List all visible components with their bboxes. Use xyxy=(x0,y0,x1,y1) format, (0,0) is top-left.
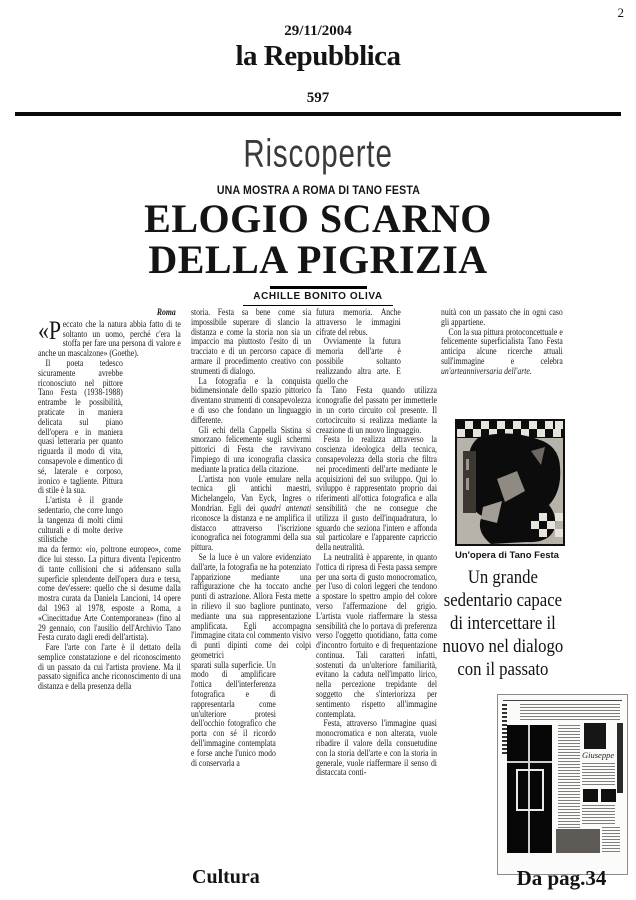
article-paragraph: sparati sulla superficie. Un modo di amplificare l'ottica dell'interferenza fotografica e di rappresentarla come un'ulteriore protesi dell'occhio fotografico che porta con sé il ricordo dell'immagine contemplata e forse anche l'unico modo di conservarla a xyxy=(191,659,276,768)
body-column-3 xyxy=(316,308,437,778)
article-paragraph: Il poeta tedesco sicuramente avrebbe riconosciuto nel pittore Tano Festa (1938-1988) entrambe le possibilità, praticate in maniera delicata sul piano dell'opera e in maniera quasi letteraria per quanto riguarda il modo di vita, consapevole e dimentico di sé, laterale e corposo, ironico e tagliente. Pittura di stile è la sua. xyxy=(38,357,123,496)
article-paragraph: nuità con un passato che in ogni caso gli appartiene. xyxy=(441,307,563,327)
minipage-photo-top-right xyxy=(584,723,606,749)
pull-quote-line: di intercettare il xyxy=(449,613,556,634)
article-headline xyxy=(0,198,636,280)
original-page-thumbnail-image xyxy=(497,694,628,875)
italic-phrase: un'arteanniversaria dell'arte. xyxy=(441,365,532,376)
article-paragraph: futura memoria. Anche attraverso le immagini cifrate del rebus. xyxy=(316,307,401,337)
byline-block xyxy=(0,286,636,306)
artwork-caption: Un'opera di Tano Festa xyxy=(455,550,559,561)
body-column-2 xyxy=(191,308,311,768)
section-label: Cultura xyxy=(192,866,260,888)
minipage-photo-small-1 xyxy=(583,789,598,802)
paragraph-text: riconosce la distanza e ne amplifica il distacco attraverso l'iscrizione iconografica nei fotogrammi della sua pittura. xyxy=(191,512,312,553)
kicker: UNA MOSTRA A ROMA DI TANO FESTA xyxy=(216,183,420,197)
article-paragraph xyxy=(191,475,311,553)
issue-date: 29/11/2004 xyxy=(284,23,352,39)
minipage-photo-bottom xyxy=(556,829,600,853)
minipage-text-block xyxy=(582,805,615,825)
byline-rule xyxy=(243,305,393,306)
byline: ACHILLE BONITO OLIVA xyxy=(253,291,383,302)
pull-quote-line: nuovo nel dialogo xyxy=(442,636,564,657)
drop-cap: «P xyxy=(38,315,62,345)
article-paragraph: La neutralità è apparente, in quanto l'ottica di ripresa di Festa passa sempre per una sorta di gusto monocromatico, per l'uso di colori leggeri che tendono a spostare lo spettro ampio del colore verso l'affermazione del grigio. L'artista vuole riaffermare la stessa sensibilità che lo portava di preferenza verso l'oggetto quotidiano, fatta come d'incontro fortuito e di frequentazione continua. Tali caratteri infatti, sostenuti da un'ulteriore familiarità, evitano la caduta nell'impatto lirico, nella percezione trepidante del soggetto che s'interiorizza per sentimento rispetto all'immagine contemplata. xyxy=(316,551,437,719)
newspaper-masthead: la Repubblica xyxy=(235,40,401,72)
pull-quote-line: con il passato xyxy=(457,659,549,680)
minipage-black-artwork xyxy=(507,725,552,853)
article-paragraph: Ovviamente la futura memoria dell'arte è possibile soltanto realizzando altra arte. E quello che xyxy=(316,336,401,386)
pull-quote-line: Un grande xyxy=(467,567,538,588)
minipage-photo-small-2 xyxy=(601,789,616,802)
minipage-text-block xyxy=(602,827,620,853)
article-paragraph: Fare l'arte con l'arte è il dettato della semplice constatazione e del riconoscimento di un passato da cui l'artista proviene. Ma il passato significa anche riconoscimento di una distanza e della presenza della xyxy=(38,642,181,692)
article-paragraph: Se la luce è un valore evidenziato dall'arte, la fotografia ne ha potenziato l'apparizione mediante una raffigurazione che ha toccato anche punti di astrazione. Allora Festa mette in rilievo il suo bagliore puntinato, mediante una sua rappresentazione amplificata. Egli accompagna l'immagine citata col commento visivo di punti dipinti come dei colpi geometrici xyxy=(191,551,312,660)
article-paragraph: Festa lo realizza attraverso la coscienza ideologica della tecnica, consapevolezza della storia che filtra nei procedimenti dell'arte mediante le acquisizioni del suo sviluppo. Qui lo sviluppo è rappresentato proprio dai riferimenti all'ottica fotografica e alla sensibilità che ne consegue che utilizza il gusto dell'inquadratura, lo sguardo che seziona l'intero e affonda sul particolare e l'apparente capriccio della neutralità. xyxy=(316,434,437,553)
headline-line-1: ELOGIO SCARNO xyxy=(144,196,492,241)
body-column-1 xyxy=(38,308,181,692)
header-rule xyxy=(15,112,621,116)
paragraph-text: Con la sua pittura protoconcettuale e felicemente superficialista Tano Festa anticipa alcune ricerche attuali sull'immagine e celebra xyxy=(441,326,563,366)
tano-festa-artwork-image xyxy=(455,419,565,546)
source-page-reference: Da pag.34 xyxy=(516,866,607,890)
article-paragraph xyxy=(441,328,563,377)
body-column-4 xyxy=(441,308,563,377)
article-paragraph: Gli echi della Cappella Sistina si smorzano felicemente sugli schermi pittorici di Festa che ravvivano l'impiego di una iconografia classica mediante la pratica della citazione. xyxy=(191,424,312,474)
article-paragraph: storia. Festa sa bene come sia impossibile superare di slancio la distanza e come la storia non sia un impaccio ma piuttosto l'esito di un tracciato e di un percorso capace di armare il procedimento creativo con strumenti di dialogo. xyxy=(191,307,312,376)
paragraph-text: L'artista non vuole emulare nella tecnica gli antichi maestri, Michelangelo, Van Eyck, Ingres o Mondrian. Egli dei xyxy=(191,473,312,513)
edition-number: 597 xyxy=(306,90,330,106)
article-paragraph: ma da fermo: «io, poltrone europeo», come dice lui stesso. La pittura diventa l'epicentro di tante collisioni che si addensano sulla superficie splendente dell'opera dura e tersa, come dev'essere: quello che si desume dalla mostra curata da Daniela Lancioni, 14 opere dal 1963 al 1978, esposte a Roma, a «Cinecittadue Arte Contemporanea» (fino al 29 gennaio, con l'ausilio dell'Archivio Tano Festa curato dagli eredi dell'artista). xyxy=(38,544,181,643)
dateline: Roma xyxy=(156,307,176,317)
article-paragraph: La fotografia e la conquista bidimensionale dello spazio pittorico diventano strumenti di consapevolezza e di uso che fondano un linguaggio differente. xyxy=(191,375,312,425)
artwork-white-frame xyxy=(516,769,544,811)
article-paragraph xyxy=(38,315,181,359)
paragraph-text: eccato che la natura abbia fatto di te soltanto un uomo, perché c'era la stoffa per fare una persona di valore e anche un mascalzone» (Goethe). xyxy=(38,318,181,359)
artwork-abstract-graphic xyxy=(457,421,563,544)
page-number: 2 xyxy=(617,5,624,20)
rubric-title: Riscoperte xyxy=(243,131,393,176)
italic-phrase: quadri antenati xyxy=(260,502,312,513)
minipage-header-rule xyxy=(503,700,622,701)
article-paragraph: fa Tano Festa quando utilizza iconografie del passato per immetterle in un corto circuito col presente. Il cortocircuito si realizza mediante la creazione di un nuovo linguaggio. xyxy=(316,385,437,435)
minipage-text-block xyxy=(582,763,615,787)
minipage-title-text: Giuseppe xyxy=(582,750,615,760)
byline-bar xyxy=(270,286,367,289)
rubric-wrap xyxy=(0,131,636,176)
article-paragraph: L'artista è il grande sedentario, che corre lungo la tangenza di molti climi culturali e di molte derive stilistiche xyxy=(38,495,123,545)
article-paragraph: Festa, attraverso l'immagine quasi monocromatica e non alterata, vuole ribadire il valore della consuetudine con la storia dell'arte e con la storia in generale, vuole riaffermare il senso di distaccata conti- xyxy=(316,718,437,778)
pull-quote-line: sedentario capace xyxy=(443,590,563,611)
minipage-header-text xyxy=(520,704,620,720)
artwork-white-line-horizontal xyxy=(507,761,552,763)
pull-quote xyxy=(436,566,570,681)
headline-line-2: DELLA PIGRIZIA xyxy=(148,237,488,282)
